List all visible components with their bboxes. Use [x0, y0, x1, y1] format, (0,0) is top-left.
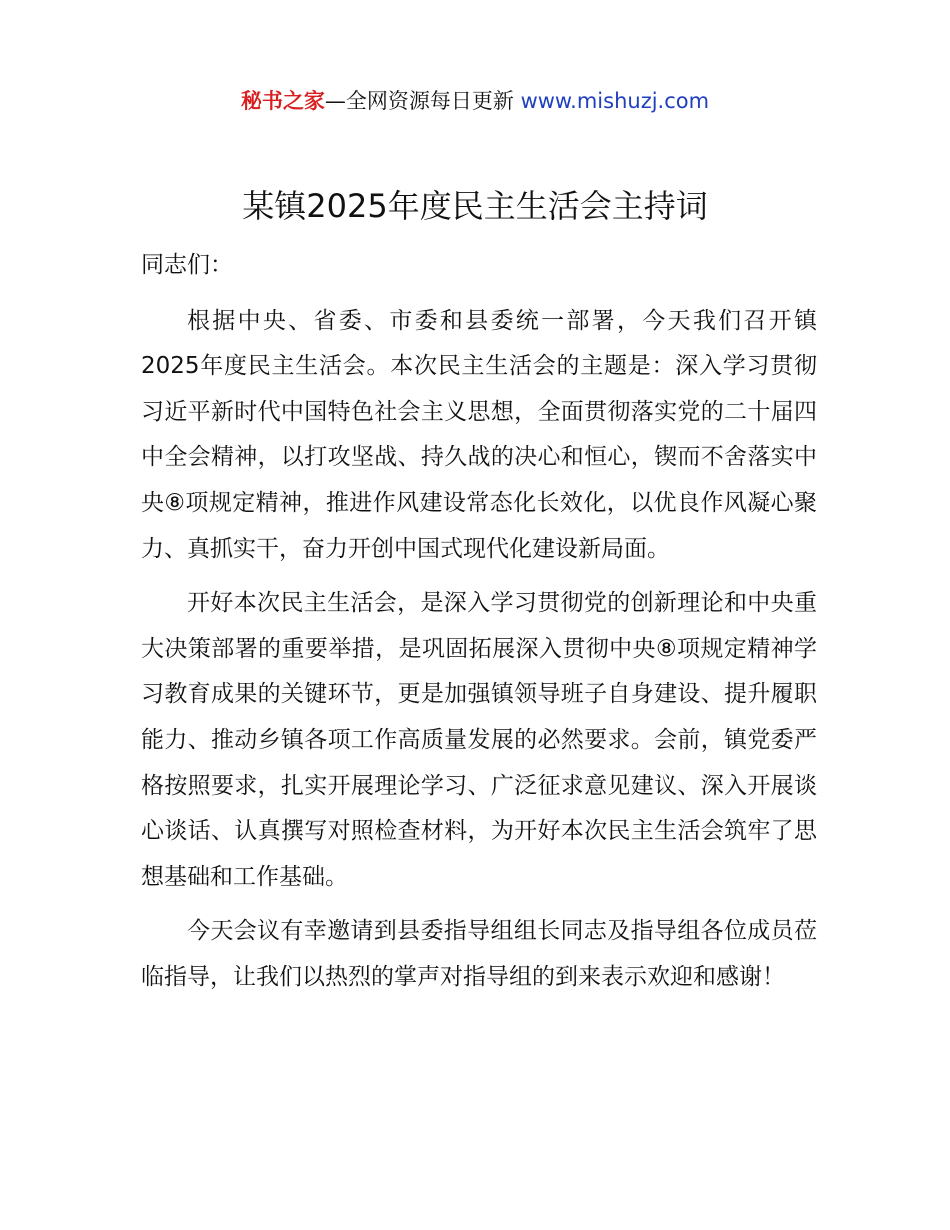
- site-url-link[interactable]: www.mishuzj.com: [520, 89, 710, 113]
- salutation: 同志们：: [141, 252, 233, 278]
- site-tagline: —全网资源每日更新: [324, 89, 514, 113]
- paragraph-1: 根据中央、省委、市委和县委统一部署，今天我们召开镇2025年度民主生活会。本次民主生活会的主题是：深入学习贯彻习近平新时代中国特色社会主义思想，全面贯彻落实党的二十届四中全会精神，以打攻坚战、持久战的决心和恒心，锲而不舍落实中央⑧项规定精神，推进作风建设常态化长效化，以优良作风凝心聚力、真抓实干，奋力开创中国式现代化建设新局面。: [141, 307, 817, 562]
- site-brand: 秘书之家: [240, 89, 325, 113]
- paragraph-2: 开好本次民主生活会，是深入学习贯彻党的创新理论和中央重大决策部署的重要举措，是巩固拓展深入贯彻中央⑧项规定精神学习教育成果的关键环节，更是加强镇领导班子自身建设、提升履职能力、推动乡镇各项工作高质量发展的必然要求。会前，镇党委严格按照要求，扎实开展理论学习、广泛征求意见建议、深入开展谈心谈话、认真撰写对照检查材料，为开好本次民主生活会筑牢了思想基础和工作基础。: [141, 590, 817, 890]
- paragraph-3: 今天会议有幸邀请到县委指导组组长同志及指导组各位成员莅临指导，让我们以热烈的掌声对指导组的到来表示欢迎和感谢！: [141, 918, 817, 990]
- document-title: 某镇2025年度民主生活会主持词: [242, 187, 708, 225]
- document-body: [141, 243, 817, 1010]
- site-header: [0, 86, 950, 116]
